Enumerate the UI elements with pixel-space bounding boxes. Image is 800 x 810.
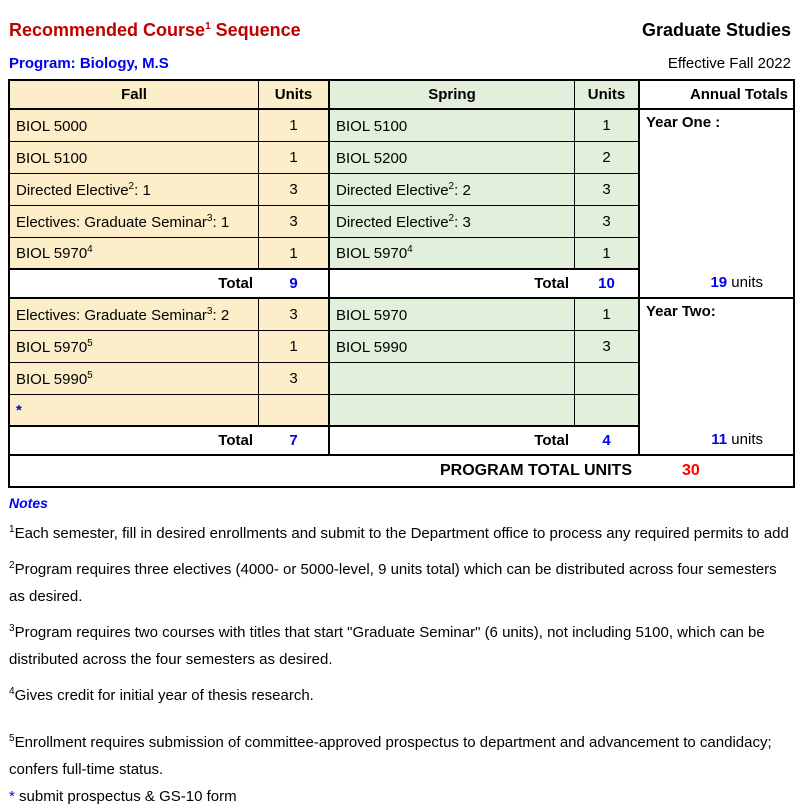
units-cell: 1 (575, 299, 638, 331)
total-value-spring: 4 (575, 427, 638, 456)
course-cell-fall: * (10, 395, 259, 427)
course-cell-spring: Directed Elective$^2$: 2 (330, 174, 575, 206)
org-title: Graduate Studies (641, 20, 791, 40)
units-cell (575, 395, 638, 427)
course-cell-spring (330, 363, 575, 395)
course-cell-fall: BIOL 5970$^4$ (10, 238, 259, 270)
units-cell: 3 (575, 331, 638, 363)
note-5: $^5$Enrollment requires submission of committee-approved prospectus to department and advancement to candidacy; confers full-time status. (9, 733, 772, 778)
column-header-fall: Fall (10, 81, 259, 110)
year-two-label: Year Two: (646, 303, 716, 320)
annual-cell-year-two (638, 299, 793, 456)
note-1: $^1$Each semester, fill in desired enrollments and submit to the Department office to process any required permits to add (9, 524, 789, 542)
program-total-value: 30 (638, 456, 793, 486)
note-star: * submit prospectus & GS-10 form (9, 788, 237, 805)
total-label-spring: Total (330, 270, 575, 299)
units-cell: 3 (259, 174, 330, 206)
page-header (0, 0, 800, 72)
units-cell: 3 (259, 299, 330, 331)
course-cell-spring: BIOL 5200 (330, 142, 575, 174)
course-cell-fall: Directed Elective$^2$: 1 (10, 174, 259, 206)
course-cell-spring (330, 395, 575, 427)
units-cell: 1 (259, 331, 330, 363)
course-cell-spring: BIOL 5970$^4$ (330, 238, 575, 270)
effective-date: Effective Fall 2022 (667, 55, 791, 72)
units-cell (259, 395, 330, 427)
course-sequence-table (8, 79, 795, 488)
note-2: $^2$Program requires three electives (4000- or 5000-level, 9 units total) which can be distributed across four semesters as desired. (9, 560, 777, 605)
column-header-units-fall: Units (259, 81, 330, 110)
units-cell: 3 (575, 174, 638, 206)
units-cell: 1 (575, 238, 638, 270)
units-cell: 1 (575, 110, 638, 142)
year-one-units: 19 units (710, 274, 763, 291)
course-cell-fall: BIOL 5100 (10, 142, 259, 174)
course-cell-fall: Electives: Graduate Seminar$^3$: 1 (10, 206, 259, 238)
course-cell-fall: BIOL 5990$^5$ (10, 363, 259, 395)
total-value-fall: 9 (259, 270, 330, 299)
units-cell: 3 (575, 206, 638, 238)
units-cell (575, 363, 638, 395)
total-value-spring: 10 (575, 270, 638, 299)
units-cell: 1 (259, 238, 330, 270)
course-cell-spring: Directed Elective$^2$: 3 (330, 206, 575, 238)
total-label-fall: Total (10, 427, 259, 456)
program-total-label: PROGRAM TOTAL UNITS (440, 462, 632, 479)
course-cell-spring: BIOL 5970 (330, 299, 575, 331)
course-cell-fall: BIOL 5970$^5$ (10, 331, 259, 363)
units-cell: 1 (259, 110, 330, 142)
column-header-spring: Spring (330, 81, 575, 110)
year-two-units: 11 units (711, 431, 763, 448)
course-cell-spring: BIOL 5100 (330, 110, 575, 142)
annual-cell-year-one (638, 110, 793, 299)
note-4: $^4$Gives credit for initial year of thesis research. (9, 686, 314, 704)
document-title: Recommended Course$^1$ Sequence (9, 20, 301, 40)
course-cell-spring: BIOL 5990 (330, 331, 575, 363)
total-label-spring: Total (330, 427, 575, 456)
notes-title: Notes (9, 495, 48, 511)
note-3: $^3$Program requires two courses with titles that start "Graduate Seminar" (6 units), not including 5100, which can be distributed across the four semesters as desired. (9, 623, 765, 668)
course-cell-fall: BIOL 5000 (10, 110, 259, 142)
total-value-fall: 7 (259, 427, 330, 456)
notes-section (0, 488, 800, 810)
program-name: Program: Biology, M.S (9, 55, 169, 72)
units-cell: 1 (259, 142, 330, 174)
units-cell: 3 (259, 206, 330, 238)
column-header-annual-totals: Annual Totals (638, 81, 793, 110)
column-header-units-spring: Units (575, 81, 638, 110)
total-label-fall: Total (10, 270, 259, 299)
units-cell: 3 (259, 363, 330, 395)
course-cell-fall: Electives: Graduate Seminar$^3$: 2 (10, 299, 259, 331)
year-one-label: Year One : (646, 114, 721, 131)
units-cell: 2 (575, 142, 638, 174)
